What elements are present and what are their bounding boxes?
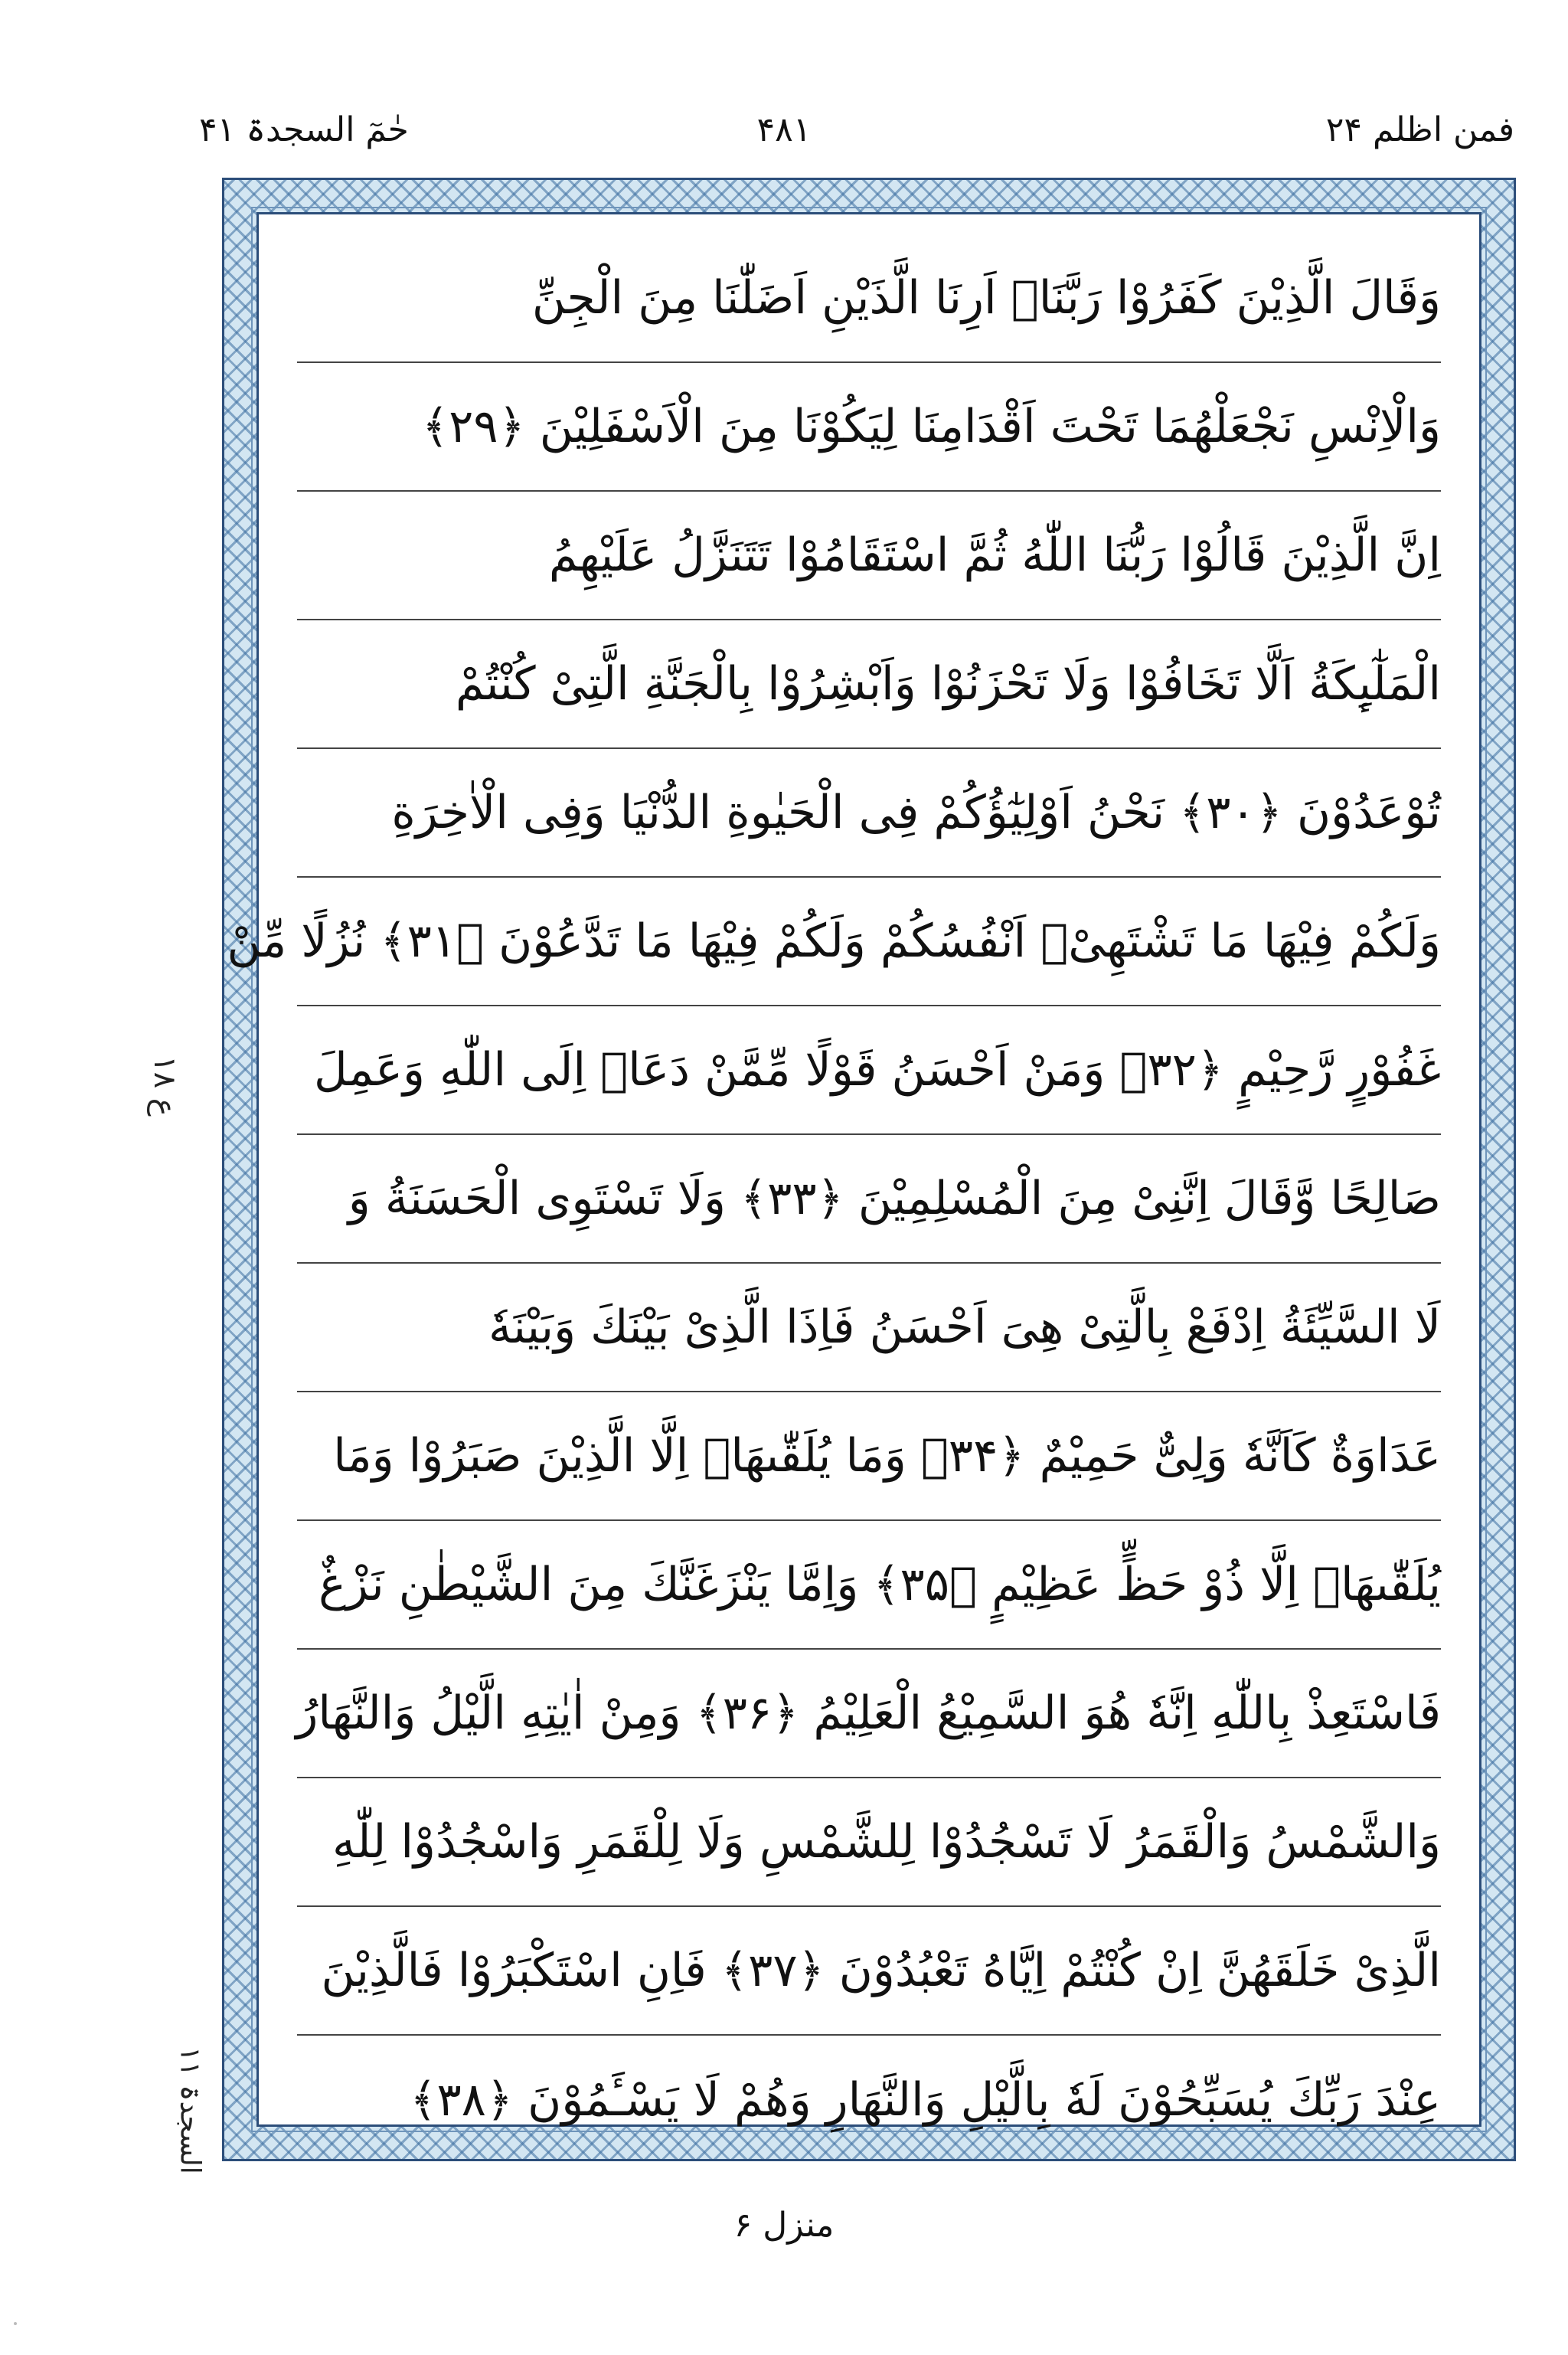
verse-line: عَدَاوَةٌ كَاَنَّهٗ وَلِیٌّ حَمِیْمٌ ﴿۳۴﴾ وَمَا یُلَقّٰىهَاۤ اِلَّا الَّذِیْنَ صَبَرُوْا وَمَا bbox=[297, 1392, 1441, 1521]
page-number: ۴۸۱ bbox=[756, 110, 812, 149]
manzil-footer: منزل ۶ bbox=[733, 2206, 835, 2245]
verse-line: عِنْدَ رَبِّكَ یُسَبِّحُوْنَ لَهٗ بِالَّیْلِ وَالنَّهَارِ وَهُمْ لَا یَسْـَٔمُوْنَ ﴿۳۸﴾ bbox=[410, 2073, 1441, 2127]
verse-line: تُوْعَدُوْنَ ﴿۳۰﴾ نَحْنُ اَوْلِیٰٓؤُكُمْ فِی الْحَیٰوةِ الدُّنْیَا وَفِی الْاٰخِرَةِ bbox=[297, 749, 1441, 878]
verse-line: وَالْاِنْسِ نَجْعَلْهُمَا تَحْتَ اَقْدَامِنَا لِیَكُوْنَا مِنَ الْاَسْفَلِیْنَ ﴿۲۹﴾ bbox=[297, 363, 1441, 492]
verse-line: اِنَّ الَّذِیْنَ قَالُوْا رَبُّنَا اللّٰهُ ثُمَّ اسْتَقَامُوْا تَتَنَزَّلُ عَلَیْهِمُ bbox=[297, 492, 1441, 620]
verse-line: الْمَلٰٓىِٕكَةُ اَلَّا تَخَافُوْا وَلَا تَحْزَنُوْا وَاَبْشِرُوْا بِالْجَنَّةِ الَّتِیْ كُنْتُمْ bbox=[297, 620, 1441, 749]
surah-title: حٰمٓ السجدۃ ۴۱ bbox=[199, 110, 409, 149]
verse-line: فَاسْتَعِذْ بِاللّٰهِ اِنَّهٗ هُوَ السَّمِیْعُ الْعَلِیْمُ ﴿۳۶﴾ وَمِنْ اٰیٰتِهِ الَّیْلُ وَالنَّهَارُ bbox=[297, 1650, 1441, 1778]
scan-speck bbox=[14, 2322, 17, 2325]
verse-line: الَّذِیْ خَلَقَهُنَّ اِنْ كُنْتُمْ اِیَّاهُ تَعْبُدُوْنَ ﴿۳۷﴾ فَاِنِ اسْتَكْبَرُوْا فَالَّذِیْنَ bbox=[297, 1907, 1441, 2036]
decorative-border bbox=[222, 178, 1516, 2161]
verse-lines bbox=[227, 234, 1441, 2127]
verse-line: وَلَكُمْ فِیْهَا مَا تَشْتَهِیْۤ اَنْفُسُكُمْ وَلَكُمْ فِیْهَا مَا تَدَّعُوْنَ ﴿۳۱﴾ نُزُلًا مِّنْ bbox=[297, 878, 1441, 1006]
verse-line: وَقَالَ الَّذِیْنَ كَفَرُوْا رَبَّنَاۤ اَرِنَا الَّذَیْنِ اَضَلّٰنَا مِنَ الْجِنِّ bbox=[297, 234, 1441, 363]
text-panel bbox=[227, 212, 1481, 2127]
ruku-marker: ع ۱۸ bbox=[146, 1055, 182, 1117]
verse-line: یُلَقّٰىهَاۤ اِلَّا ذُوْ حَظٍّ عَظِیْمٍ ﴿۳۵﴾ وَاِمَّا یَنْزَغَنَّكَ مِنَ الشَّیْطٰنِ نَزْغٌ bbox=[297, 1521, 1441, 1650]
juz-title: فمن اظلم ۲۴ bbox=[1325, 110, 1514, 149]
verse-line: غَفُوْرٍ رَّحِیْمٍ ﴿۳۲﴾ وَمَنْ اَحْسَنُ قَوْلًا مِّمَّنْ دَعَاۤ اِلَى اللّٰهِ وَعَمِلَ bbox=[297, 1006, 1441, 1135]
verse-line: وَالشَّمْسُ وَالْقَمَرُ لَا تَسْجُدُوْا لِلشَّمْسِ وَلَا لِلْقَمَرِ وَاسْجُدُوْا لِلّٰهِ bbox=[297, 1778, 1441, 1907]
verse-line: صَالِحًا وَّقَالَ اِنَّنِیْ مِنَ الْمُسْلِمِیْنَ ﴿۳۳﴾ وَلَا تَسْتَوِی الْحَسَنَةُ وَ bbox=[297, 1135, 1441, 1264]
sajdah-marker: السجدۃ ۱۱ bbox=[174, 2046, 206, 2174]
verse-line: لَا السَّیِّئَةُ اِدْفَعْ بِالَّتِیْ هِیَ اَحْسَنُ فَاِذَا الَّذِیْ بَیْنَكَ وَبَیْنَهٗ bbox=[297, 1264, 1441, 1392]
